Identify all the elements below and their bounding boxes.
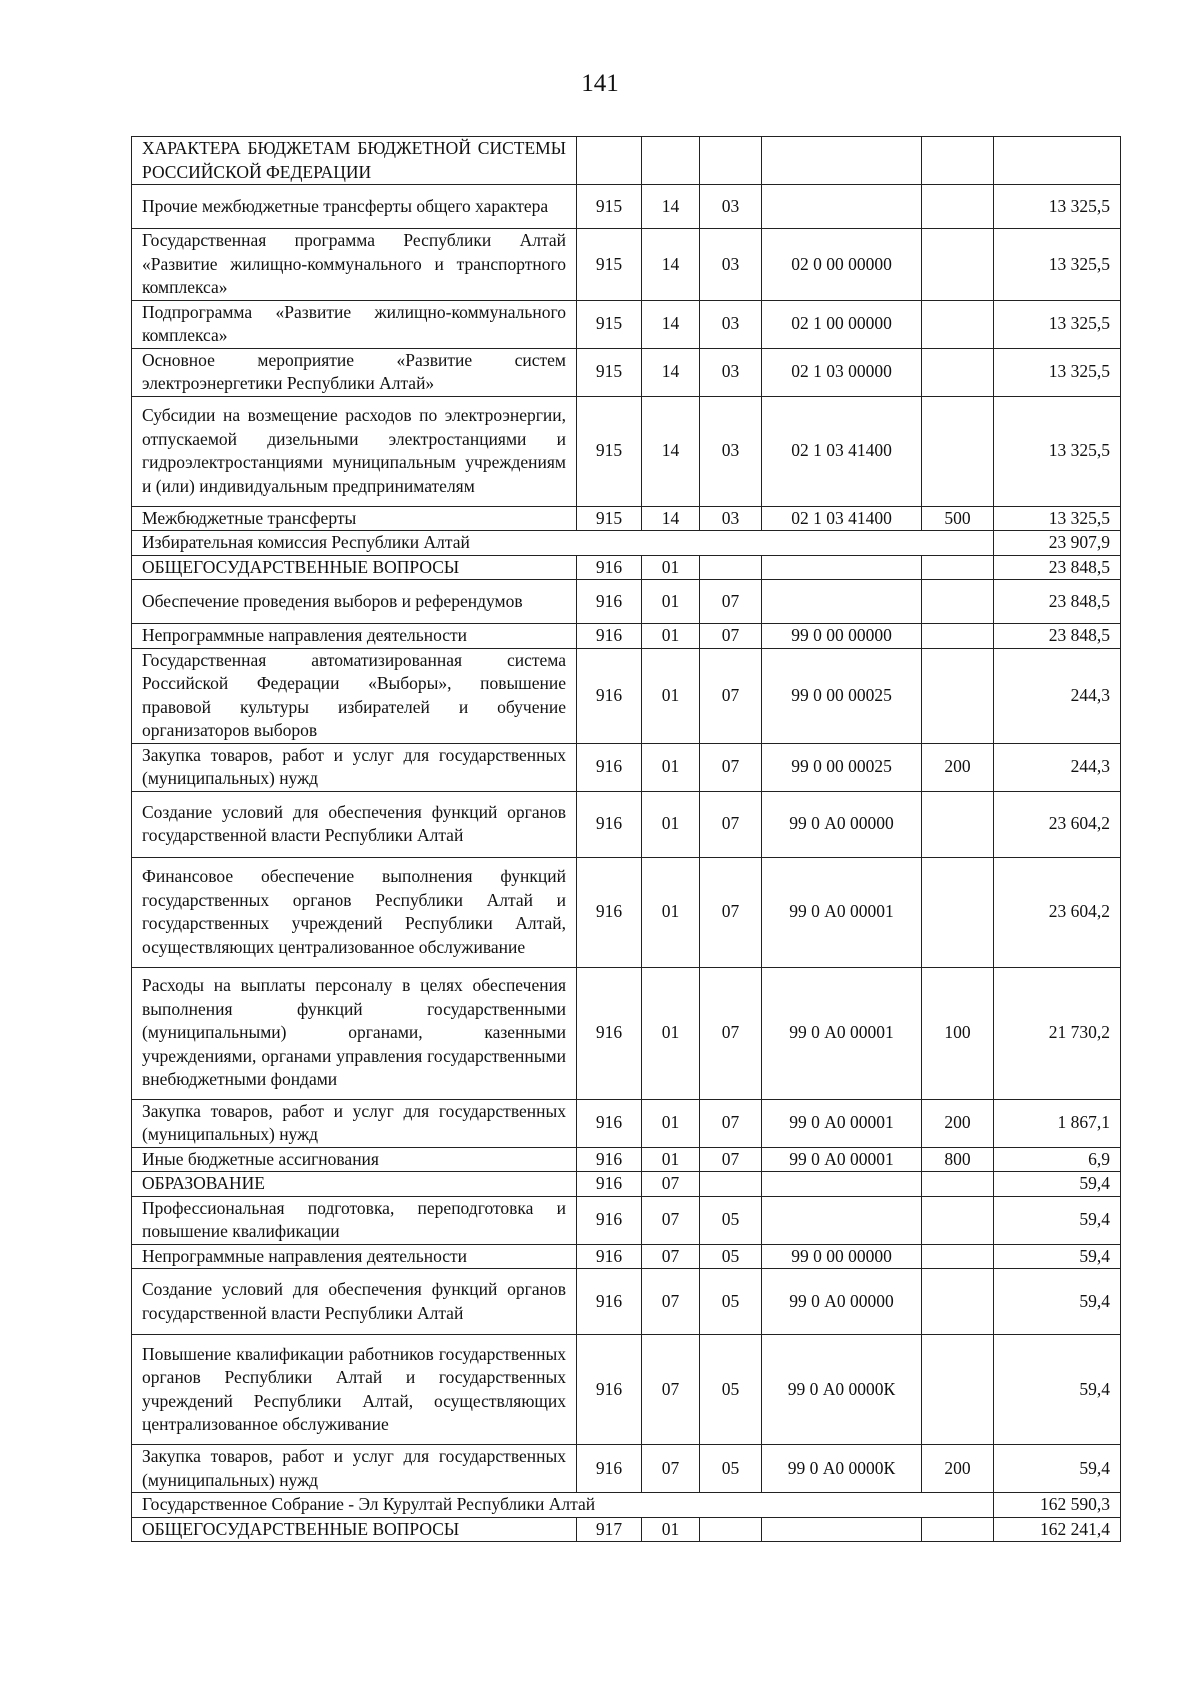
cell-rz: 01 xyxy=(642,648,700,743)
cell-pr xyxy=(700,1172,762,1197)
cell-rz: 01 xyxy=(642,624,700,649)
cell-rz: 01 xyxy=(642,1147,700,1172)
cell-sum: 244,3 xyxy=(994,743,1121,791)
table-row xyxy=(132,229,1121,301)
cell-csr xyxy=(762,1517,922,1542)
cell-vr xyxy=(922,396,994,506)
cell-rz: 01 xyxy=(642,580,700,624)
cell-sum: 59,4 xyxy=(994,1335,1121,1445)
cell-rz: 01 xyxy=(642,555,700,580)
cell-vr xyxy=(922,137,994,185)
cell-sum: 162 241,4 xyxy=(994,1517,1121,1542)
table-row xyxy=(132,791,1121,857)
cell-rz: 14 xyxy=(642,229,700,301)
cell-sum: 13 325,5 xyxy=(994,396,1121,506)
cell-vr xyxy=(922,1269,994,1335)
cell-rz: 07 xyxy=(642,1196,700,1244)
cell-pr: 07 xyxy=(700,580,762,624)
cell-sum: 1 867,1 xyxy=(994,1099,1121,1147)
cell-pr xyxy=(700,137,762,185)
cell-pr: 03 xyxy=(700,396,762,506)
table-row xyxy=(132,967,1121,1099)
cell-vr xyxy=(922,648,994,743)
table-row xyxy=(132,555,1121,580)
table-row xyxy=(132,1493,1121,1518)
table-row xyxy=(132,624,1121,649)
cell-rz: 14 xyxy=(642,185,700,229)
cell-pr: 05 xyxy=(700,1445,762,1493)
cell-csr: 99 0 А0 00001 xyxy=(762,967,922,1099)
table-row xyxy=(132,648,1121,743)
cell-gr: 917 xyxy=(577,1517,642,1542)
cell-sum: 23 848,5 xyxy=(994,624,1121,649)
cell-vr xyxy=(922,1196,994,1244)
cell-gr: 915 xyxy=(577,348,642,396)
cell-csr: 02 1 03 00000 xyxy=(762,348,922,396)
cell-name: Основное мероприятие «Развитие систем электроэнергетики Республики Алтай» xyxy=(132,348,577,396)
cell-pr: 07 xyxy=(700,791,762,857)
table-row xyxy=(132,531,1121,556)
cell-rz: 01 xyxy=(642,967,700,1099)
cell-csr: 99 0 00 00000 xyxy=(762,1244,922,1269)
cell-sum: 21 730,2 xyxy=(994,967,1121,1099)
cell-name: Непрограммные направления деятельности xyxy=(132,1244,577,1269)
table-row xyxy=(132,300,1121,348)
cell-sum: 244,3 xyxy=(994,648,1121,743)
table-row xyxy=(132,857,1121,967)
cell-csr: 02 1 03 41400 xyxy=(762,506,922,531)
table-row xyxy=(132,1445,1121,1493)
cell-pr: 07 xyxy=(700,743,762,791)
cell-vr: 200 xyxy=(922,1099,994,1147)
cell-gr: 916 xyxy=(577,580,642,624)
cell-csr: 99 0 А0 0000К xyxy=(762,1445,922,1493)
cell-gr: 915 xyxy=(577,185,642,229)
cell-name: Непрограммные направления деятельности xyxy=(132,624,577,649)
table-row xyxy=(132,1517,1121,1542)
table-row xyxy=(132,506,1121,531)
cell-sum: 23 848,5 xyxy=(994,580,1121,624)
cell-gr: 915 xyxy=(577,229,642,301)
cell-rz: 14 xyxy=(642,396,700,506)
cell-csr: 99 0 00 00000 xyxy=(762,624,922,649)
cell-gr: 915 xyxy=(577,396,642,506)
cell-vr: 800 xyxy=(922,1147,994,1172)
cell-pr: 03 xyxy=(700,506,762,531)
cell-vr xyxy=(922,229,994,301)
cell-vr xyxy=(922,1517,994,1542)
cell-pr: 03 xyxy=(700,348,762,396)
cell-name: Закупка товаров, работ и услуг для государственных (муниципальных) нужд xyxy=(132,1099,577,1147)
table-row xyxy=(132,1147,1121,1172)
cell-pr: 03 xyxy=(700,300,762,348)
cell-name: Обеспечение проведения выборов и референдумов xyxy=(132,580,577,624)
cell-sum xyxy=(994,137,1121,185)
table-row xyxy=(132,580,1121,624)
cell-gr: 916 xyxy=(577,1099,642,1147)
cell-name: Подпрограмма «Развитие жилищно-коммунального комплекса» xyxy=(132,300,577,348)
cell-vr xyxy=(922,185,994,229)
cell-vr: 200 xyxy=(922,1445,994,1493)
cell-gr: 916 xyxy=(577,648,642,743)
cell-csr: 99 0 А0 00000 xyxy=(762,1269,922,1335)
cell-sum: 59,4 xyxy=(994,1172,1121,1197)
cell-pr: 05 xyxy=(700,1269,762,1335)
table-row xyxy=(132,1099,1121,1147)
cell-vr xyxy=(922,300,994,348)
cell-pr: 05 xyxy=(700,1244,762,1269)
cell-name: Закупка товаров, работ и услуг для государственных (муниципальных) нужд xyxy=(132,743,577,791)
cell-gr: 916 xyxy=(577,624,642,649)
cell-rz: 01 xyxy=(642,791,700,857)
cell-csr xyxy=(762,137,922,185)
cell-pr: 07 xyxy=(700,624,762,649)
table-row xyxy=(132,1196,1121,1244)
cell-name: Расходы на выплаты персоналу в целях обеспечения выполнения функций государственными (муниципальными) органами, казенными учреждениями, органами управления государственными внебюджетными фондами xyxy=(132,967,577,1099)
cell-pr: 07 xyxy=(700,967,762,1099)
cell-csr xyxy=(762,185,922,229)
cell-rz: 07 xyxy=(642,1244,700,1269)
cell-sum: 59,4 xyxy=(994,1269,1121,1335)
cell-vr: 500 xyxy=(922,506,994,531)
cell-csr: 99 0 А0 00001 xyxy=(762,1099,922,1147)
cell-name: ХАРАКТЕРА БЮДЖЕТАМ БЮДЖЕТНОЙ СИСТЕМЫ РОССИЙСКОЙ ФЕДЕРАЦИИ xyxy=(132,137,577,185)
cell-csr: 99 0 00 00025 xyxy=(762,743,922,791)
table-row xyxy=(132,396,1121,506)
cell-name: Финансовое обеспечение выполнения функций государственных органов Республики Алтай и государственных учреждений Республики Алтай, осуществляющих централизованное обслуживание xyxy=(132,857,577,967)
cell-name: Государственное Собрание - Эл Курултай Республики Алтай xyxy=(132,1493,994,1518)
cell-gr xyxy=(577,137,642,185)
cell-csr xyxy=(762,1196,922,1244)
table-row xyxy=(132,185,1121,229)
cell-csr xyxy=(762,555,922,580)
budget-table xyxy=(131,136,1121,1542)
cell-name: Государственная программа Республики Алтай «Развитие жилищно-коммунального и транспортного комплекса» xyxy=(132,229,577,301)
cell-name: Закупка товаров, работ и услуг для государственных (муниципальных) нужд xyxy=(132,1445,577,1493)
cell-vr xyxy=(922,791,994,857)
cell-sum: 13 325,5 xyxy=(994,185,1121,229)
cell-name: Профессиональная подготовка, переподготовка и повышение квалификации xyxy=(132,1196,577,1244)
cell-vr xyxy=(922,1172,994,1197)
cell-gr: 916 xyxy=(577,857,642,967)
cell-name: ОБЩЕГОСУДАРСТВЕННЫЕ ВОПРОСЫ xyxy=(132,1517,577,1542)
cell-vr xyxy=(922,555,994,580)
cell-rz: 07 xyxy=(642,1269,700,1335)
cell-pr: 03 xyxy=(700,229,762,301)
cell-vr xyxy=(922,1335,994,1445)
cell-sum: 23 604,2 xyxy=(994,791,1121,857)
page-number: 141 xyxy=(581,70,619,97)
cell-rz: 01 xyxy=(642,743,700,791)
cell-vr: 100 xyxy=(922,967,994,1099)
cell-name: Создание условий для обеспечения функций органов государственной власти Республики Алтай xyxy=(132,791,577,857)
cell-sum: 13 325,5 xyxy=(994,506,1121,531)
cell-name: Создание условий для обеспечения функций органов государственной власти Республики Алтай xyxy=(132,1269,577,1335)
cell-pr xyxy=(700,1517,762,1542)
cell-sum: 13 325,5 xyxy=(994,229,1121,301)
cell-pr: 07 xyxy=(700,1099,762,1147)
cell-name: Прочие межбюджетные трансферты общего характера xyxy=(132,185,577,229)
cell-csr xyxy=(762,580,922,624)
cell-pr xyxy=(700,555,762,580)
cell-sum: 13 325,5 xyxy=(994,300,1121,348)
cell-rz: 07 xyxy=(642,1445,700,1493)
cell-name: Повышение квалификации работников государственных органов Республики Алтай и государственных учреждений Республики Алтай, осуществляющих централизованное обслуживание xyxy=(132,1335,577,1445)
cell-vr: 200 xyxy=(922,743,994,791)
cell-gr: 916 xyxy=(577,967,642,1099)
cell-sum: 23 907,9 xyxy=(994,531,1121,556)
cell-pr: 05 xyxy=(700,1335,762,1445)
cell-gr: 916 xyxy=(577,1445,642,1493)
cell-csr: 02 1 03 41400 xyxy=(762,396,922,506)
cell-name: Межбюджетные трансферты xyxy=(132,506,577,531)
cell-csr: 99 0 А0 00001 xyxy=(762,1147,922,1172)
cell-vr xyxy=(922,624,994,649)
table-row xyxy=(132,1269,1121,1335)
cell-pr: 07 xyxy=(700,648,762,743)
cell-sum: 59,4 xyxy=(994,1244,1121,1269)
table-row xyxy=(132,137,1121,185)
cell-pr: 07 xyxy=(700,857,762,967)
cell-name: Избирательная комиссия Республики Алтай xyxy=(132,531,994,556)
cell-sum: 23 604,2 xyxy=(994,857,1121,967)
cell-pr: 05 xyxy=(700,1196,762,1244)
cell-rz: 07 xyxy=(642,1172,700,1197)
cell-csr: 99 0 А0 00000 xyxy=(762,791,922,857)
cell-rz: 07 xyxy=(642,1335,700,1445)
budget-table-body xyxy=(132,137,1121,1542)
cell-sum: 162 590,3 xyxy=(994,1493,1121,1518)
cell-csr: 99 0 А0 0000К xyxy=(762,1335,922,1445)
cell-rz: 01 xyxy=(642,857,700,967)
cell-gr: 916 xyxy=(577,1172,642,1197)
cell-gr: 916 xyxy=(577,1244,642,1269)
cell-sum: 13 325,5 xyxy=(994,348,1121,396)
cell-pr: 07 xyxy=(700,1147,762,1172)
cell-gr: 916 xyxy=(577,1269,642,1335)
table-row xyxy=(132,743,1121,791)
cell-name: Государственная автоматизированная система Российской Федерации «Выборы», повышение правовой культуры избирателей и обучение организаторов выборов xyxy=(132,648,577,743)
table-row xyxy=(132,1172,1121,1197)
cell-csr: 02 1 00 00000 xyxy=(762,300,922,348)
cell-name: Иные бюджетные ассигнования xyxy=(132,1147,577,1172)
table-row xyxy=(132,1335,1121,1445)
cell-vr xyxy=(922,857,994,967)
cell-rz: 01 xyxy=(642,1517,700,1542)
table-row xyxy=(132,348,1121,396)
cell-pr: 03 xyxy=(700,185,762,229)
cell-csr xyxy=(762,1172,922,1197)
cell-name: Субсидии на возмещение расходов по электроэнергии, отпускаемой дизельными электростанциями и гидроэлектростанциями муниципальным учреждениям и (или) индивидуальным предпринимателям xyxy=(132,396,577,506)
cell-gr: 916 xyxy=(577,1196,642,1244)
cell-gr: 915 xyxy=(577,300,642,348)
cell-gr: 915 xyxy=(577,506,642,531)
cell-rz: 01 xyxy=(642,1099,700,1147)
cell-rz: 14 xyxy=(642,348,700,396)
cell-rz: 14 xyxy=(642,506,700,531)
cell-sum: 59,4 xyxy=(994,1445,1121,1493)
cell-sum: 59,4 xyxy=(994,1196,1121,1244)
cell-gr: 916 xyxy=(577,555,642,580)
cell-vr xyxy=(922,348,994,396)
cell-gr: 916 xyxy=(577,791,642,857)
cell-name: ОБЩЕГОСУДАРСТВЕННЫЕ ВОПРОСЫ xyxy=(132,555,577,580)
table-row xyxy=(132,1244,1121,1269)
cell-gr: 916 xyxy=(577,1147,642,1172)
cell-sum: 6,9 xyxy=(994,1147,1121,1172)
cell-csr: 02 0 00 00000 xyxy=(762,229,922,301)
cell-sum: 23 848,5 xyxy=(994,555,1121,580)
cell-vr xyxy=(922,1244,994,1269)
cell-csr: 99 0 00 00025 xyxy=(762,648,922,743)
cell-gr: 916 xyxy=(577,743,642,791)
cell-name: ОБРАЗОВАНИЕ xyxy=(132,1172,577,1197)
cell-rz xyxy=(642,137,700,185)
cell-rz: 14 xyxy=(642,300,700,348)
cell-csr: 99 0 А0 00001 xyxy=(762,857,922,967)
cell-vr xyxy=(922,580,994,624)
cell-gr: 916 xyxy=(577,1335,642,1445)
